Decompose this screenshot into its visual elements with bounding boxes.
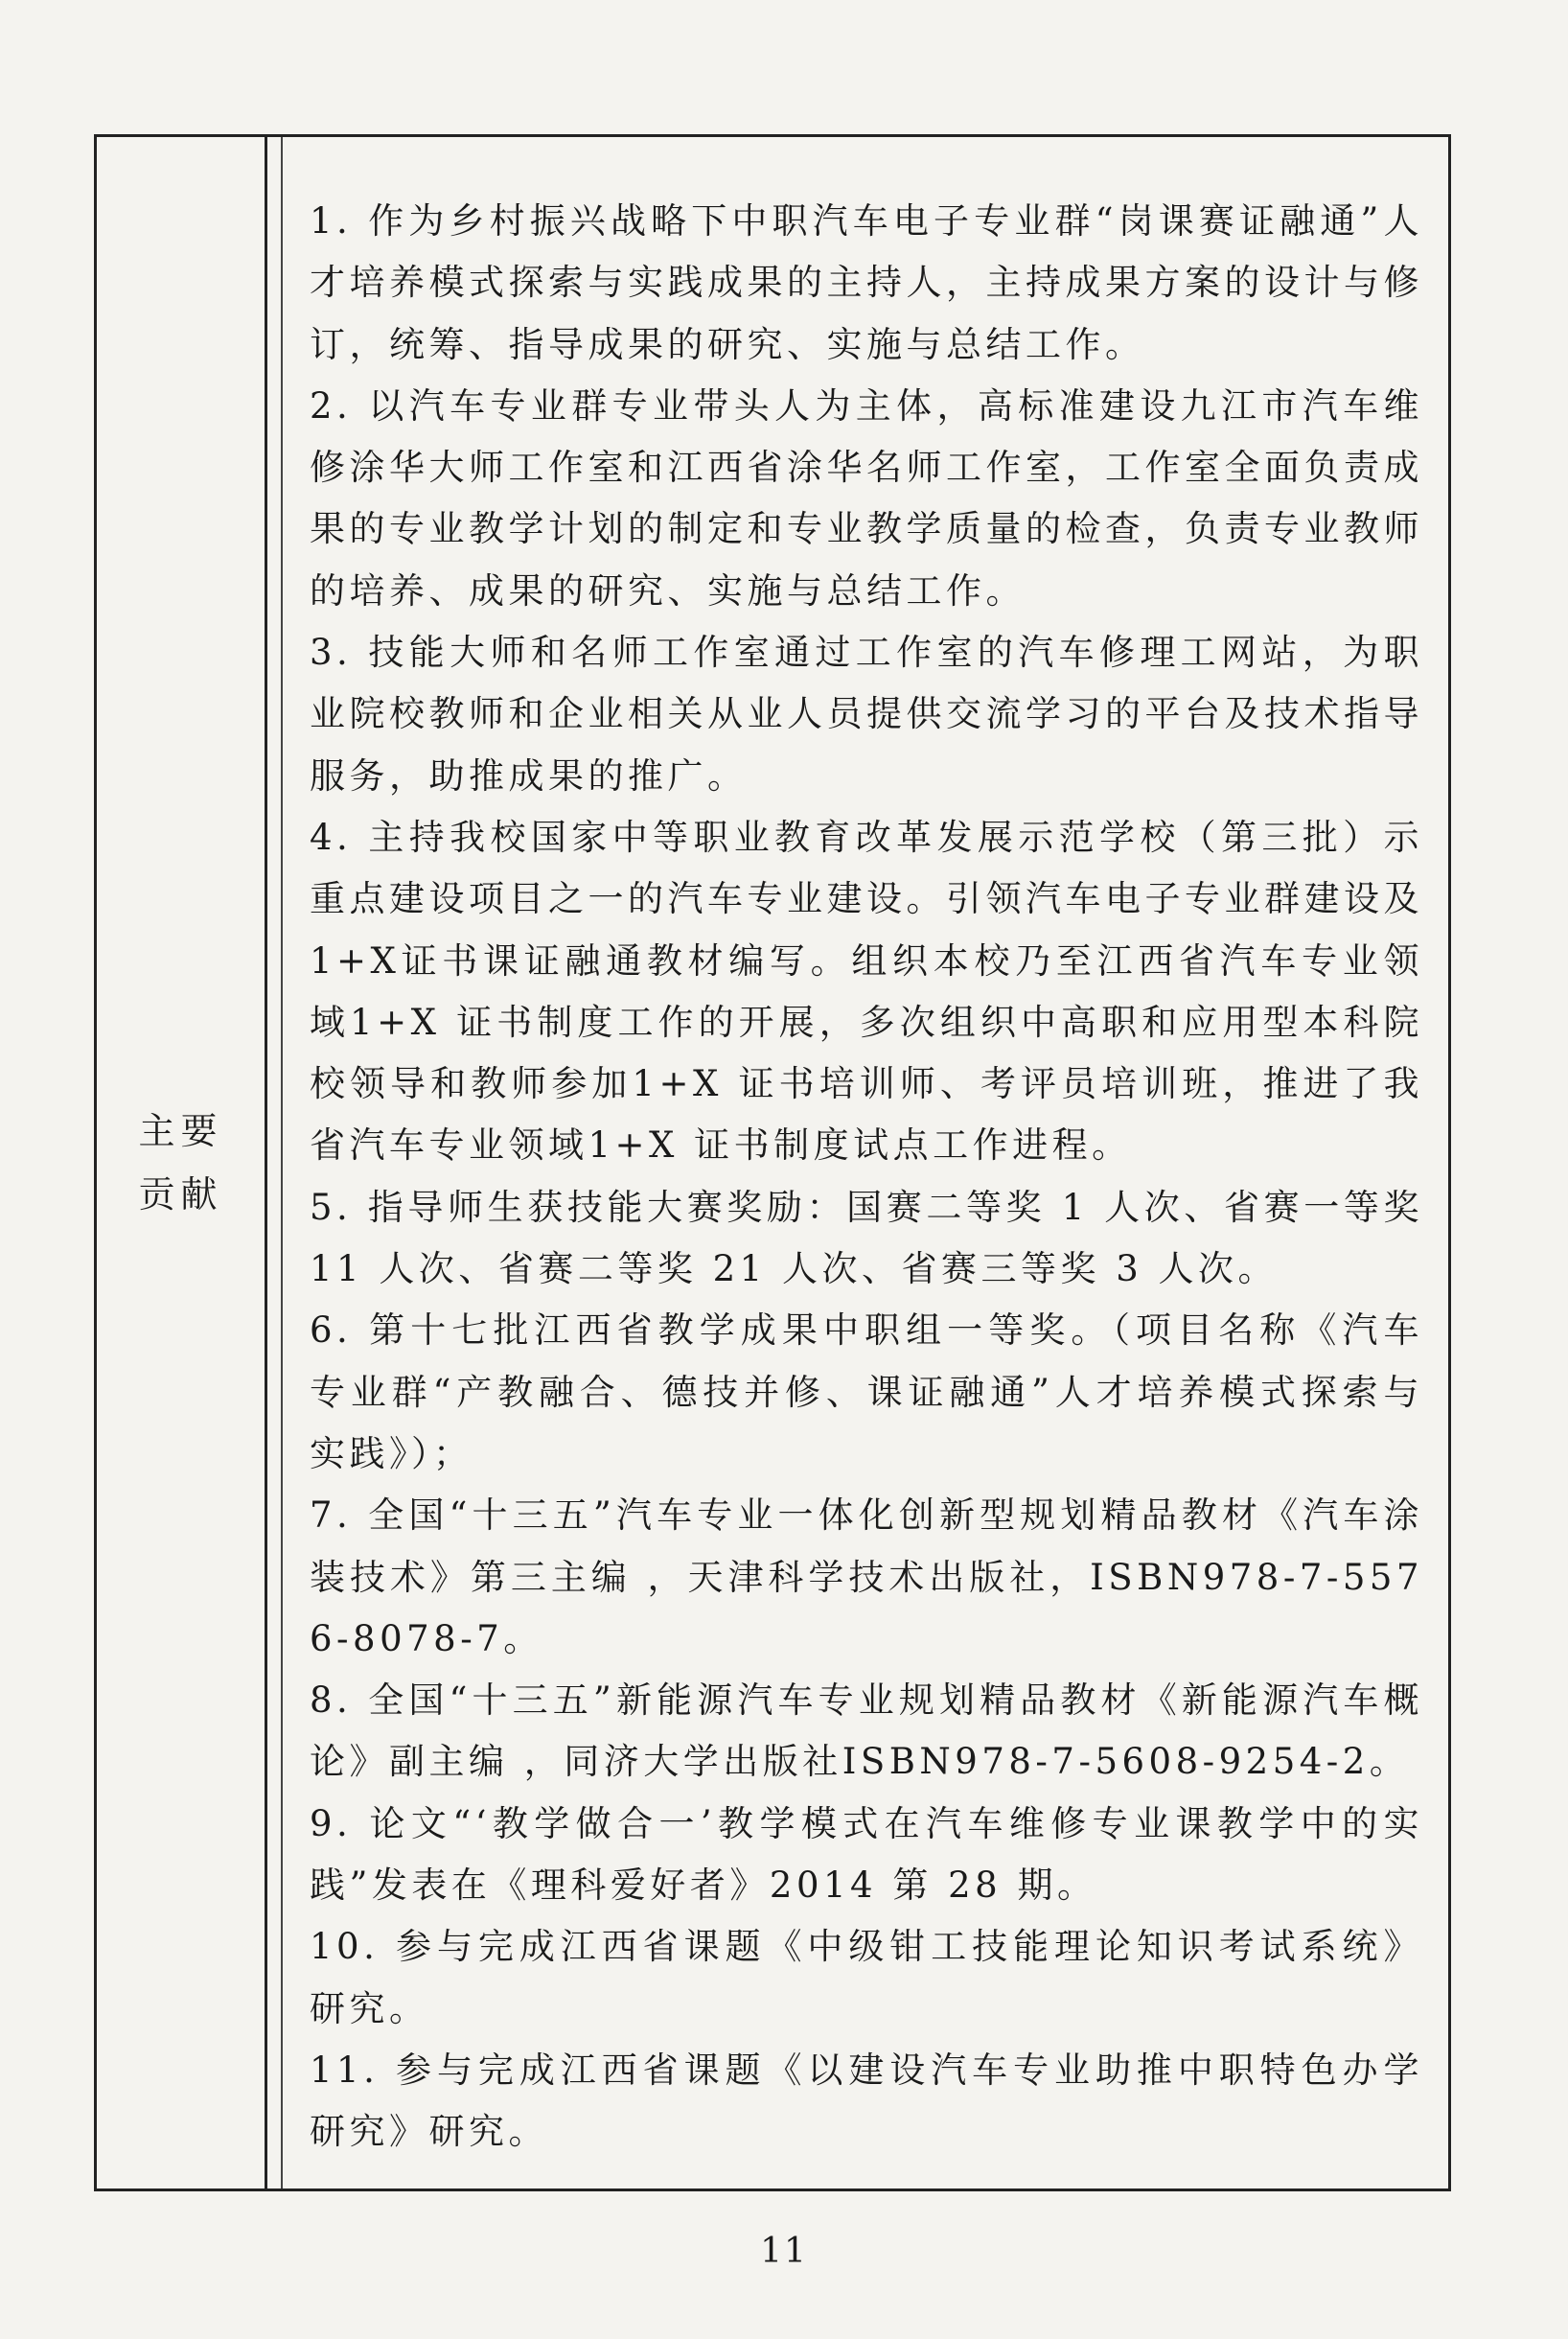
contribution-item-6: 6. 第十七批江西省教学成果中职组一等奖。（项目名称《汽车专业群“产教融合、德技并修、课证融通”人才培养模式探索与实践》）； xyxy=(310,1309,1423,1474)
contribution-item-7: 7. 全国“十三五”汽车专业一体化创新型规划精品教材《汽车涂装技术》第三主编 ，天津科学技术出版社，ISBN978-7-5576-8078-7。 xyxy=(310,1494,1423,1659)
contribution-item-8: 8. 全国“十三五”新能源汽车专业规划精品教材《新能源汽车概论》副主编 ，同济大学出版社ISBN978-7-5608-9254-2。 xyxy=(310,1679,1423,1783)
contribution-item-11: 11. 参与完成江西省课题《以建设汽车专业助推中职特色办学研究》研究。 xyxy=(310,2049,1423,2153)
contribution-item-2: 2. 以汽车专业群专业带头人为主体，高标准建设九江市汽车维修涂华大师工作室和江西省涂华名师工作室，工作室全面负责成果的专业教学计划的制定和专业教学质量的检查，负责专业教师的培养、成果的研究、实施与总结工作。 xyxy=(310,384,1423,612)
page-number: 11 xyxy=(760,2232,808,2271)
content-cell xyxy=(281,137,1448,2188)
contribution-table xyxy=(94,134,1451,2191)
contribution-item-3: 3. 技能大师和名师工作室通过工作室的汽车修理工网站，为职业院校教师和企业相关从业人员提供交流学习的平台及技术指导服务，助推成果的推广。 xyxy=(310,632,1423,797)
contribution-item-1: 1. 作为乡村振兴战略下中职汽车电子专业群“岗课赛证融通”人才培养模式探索与实践成果的主持人，主持成果方案的设计与修订，统筹、指导成果的研究、实施与总结工作。 xyxy=(310,200,1423,365)
contribution-item-9: 9. 论文“‘教学做合一’教学模式在汽车维修专业课教学中的实践”发表在《理科爱好者》2014 第 28 期。 xyxy=(310,1802,1423,1907)
row-label: 主要贡献 xyxy=(138,1110,223,1216)
label-cell xyxy=(97,137,267,2188)
contribution-item-10: 10. 参与完成江西省课题《中级钳工技能理论知识考试系统》研究。 xyxy=(310,1926,1423,2029)
contribution-item-4: 4. 主持我校国家中等职业教育改革发展示范学校（第三批）示重点建设项目之一的汽车专业建设。引领汽车电子专业群建设及1+X证书课证融通教材编写。组织本校乃至江西省汽车专业领域1+X 证书制度工作的开展，多次组织中高职和应用型本科院校领导和教师参加1+X 证书培训师、考评员培训班，推进了我省汽车专业领域1+X 证书制度试点工作进程。 xyxy=(310,816,1423,1167)
contribution-item-5: 5. 指导师生获技能大赛奖励：国赛二等奖 1 人次、省赛一等奖 11 人次、省赛二等奖 21 人次、省赛三等奖 3 人次。 xyxy=(310,1186,1423,1290)
